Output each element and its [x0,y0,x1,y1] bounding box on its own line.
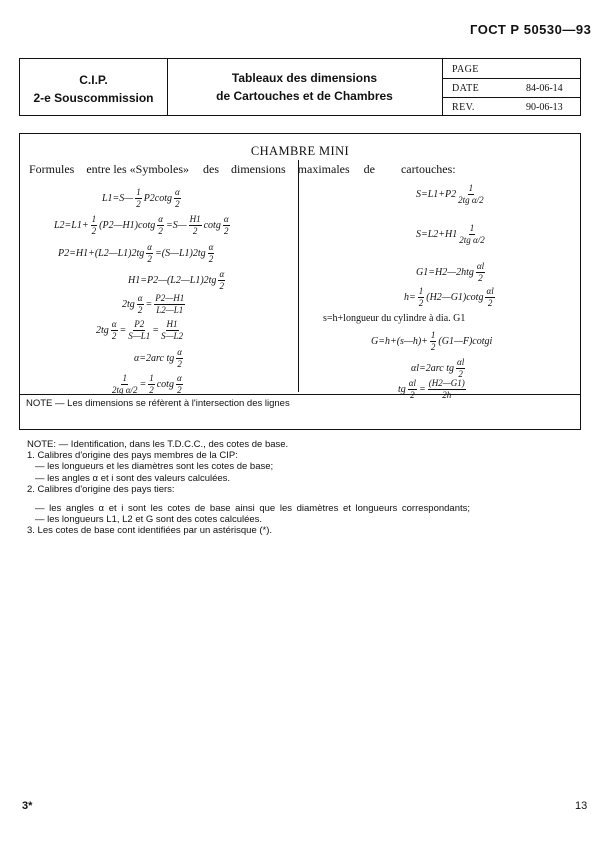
formula-r4: h= $\frac{1}{2}$ (H2—G1)cotg αl 2 [404,286,494,308]
divider [442,78,580,79]
divider [442,59,443,115]
formula-r3: G1=H2—2htg αl 2 [416,261,485,283]
organization-name: C.I.P. [79,73,108,87]
formula-l4: H1=P2—(L2—L1)2tg α 2 [128,269,225,291]
date-label: DATE [452,83,480,94]
formula-r7: αl=2arc tg αl 2 [411,357,465,379]
header-frame [19,58,581,116]
formula-r5: s=h+longueur du cylindre à dia. G1 [323,313,466,324]
intro-word: des [203,162,219,176]
divider [442,97,580,98]
page-number: 13 [575,800,588,812]
title-line: de Cartouches et de Chambres [216,89,393,103]
formula-table [19,133,581,430]
intro-word: Formules [29,162,75,176]
section-title: CHAMBRE MINI [250,144,350,158]
intro-text [29,162,456,177]
standard-number: ГОСТ Р 50530—93 [470,22,592,37]
document-title [167,69,442,105]
table-note: NOTE — Les dimensions se réfèrent à l'intersection des lignes [26,398,290,409]
formula-l3: P2=H1+(L2—L1)2tg $\frac{\alpha}{2}$ =(S—L1)2tg α 2 [58,242,214,264]
formula-l1: L1=S— 1 2 P2cotg α 2 [102,187,180,209]
organization-block [20,71,167,107]
formula-l6: 2tg $\frac{\alpha}{2}$ = $\frac{P2}{S—L1}$ = $\frac{H1}{S—L2}$ [96,319,184,341]
formula-l8: $\frac{1}{\text{2tg α/2}}$ = $\frac{1}{2}$ cotg α 2 [112,373,182,395]
formula-l2: L2=L1+ $\frac{1}{2}$ (P2—H1)cotg $\frac{\alpha}{2}$ =S— H1 2 cotg α 2 [54,214,229,236]
intro-word: dimensions [231,162,286,176]
intro-word: entre les «Symboles» [86,162,189,176]
note-line: 3. Les cotes de base cont identifiées par un astérisque (*). [27,525,273,537]
note-line: — les longueurs et les diamètres sont les cotes de base; [35,461,274,473]
page-label: PAGE [452,64,479,75]
note-line: NOTE: — Identification, dans les T.D.C.C., des cotes de base. [27,439,289,450]
note-line: 1. Calibres d'origine des pays membres de la CIP: [27,450,238,462]
formula-r6: G=h+(s—h)+ $\frac{1}{2}$ (G1—F)cotgi [371,330,493,352]
intro-word: cartouches: [400,162,456,176]
note-line: 2. Calibres d'origine des pays tiers: [27,483,175,495]
date-value: 84-06-14 [526,83,563,94]
intro-word: de [363,162,375,176]
rev-label: REV. [452,102,475,113]
column-divider [298,160,299,392]
notes-block [27,439,587,537]
note-line: — les longueurs L1, L2 et G sont des cotes calculées. [35,514,263,526]
formula-r1: S=L1+P2 1 2tg α/2 [416,183,484,205]
note-line: — les angles α et i sont des valeurs calculées. [35,472,231,484]
formula-l7: α=2arc tg α 2 [134,347,182,369]
table-separator [20,394,580,395]
title-line: Tableaux des dimensions [231,71,378,85]
formula-l5: 2tg $\frac{\alpha}{2}$ = $\frac{P2—H1}{L2—L1}$ [122,293,185,315]
subcommission-name: 2-e Souscommission [33,91,154,105]
formula-r2: S=L2+H1 1 2tg α/2 [416,223,485,245]
note-line: — les angles α et i sont les cotes de base ainsi que les diamètres et longueurs correspondants; [35,503,471,515]
formula-r8: tg $\frac{\alpha l}{2}$ = $\frac{(H2—G1)}{2h}$ [398,378,465,400]
footer-mark: 3* [22,800,33,812]
rev-value: 90-06-13 [526,102,563,113]
intro-word: maximales [297,162,350,176]
